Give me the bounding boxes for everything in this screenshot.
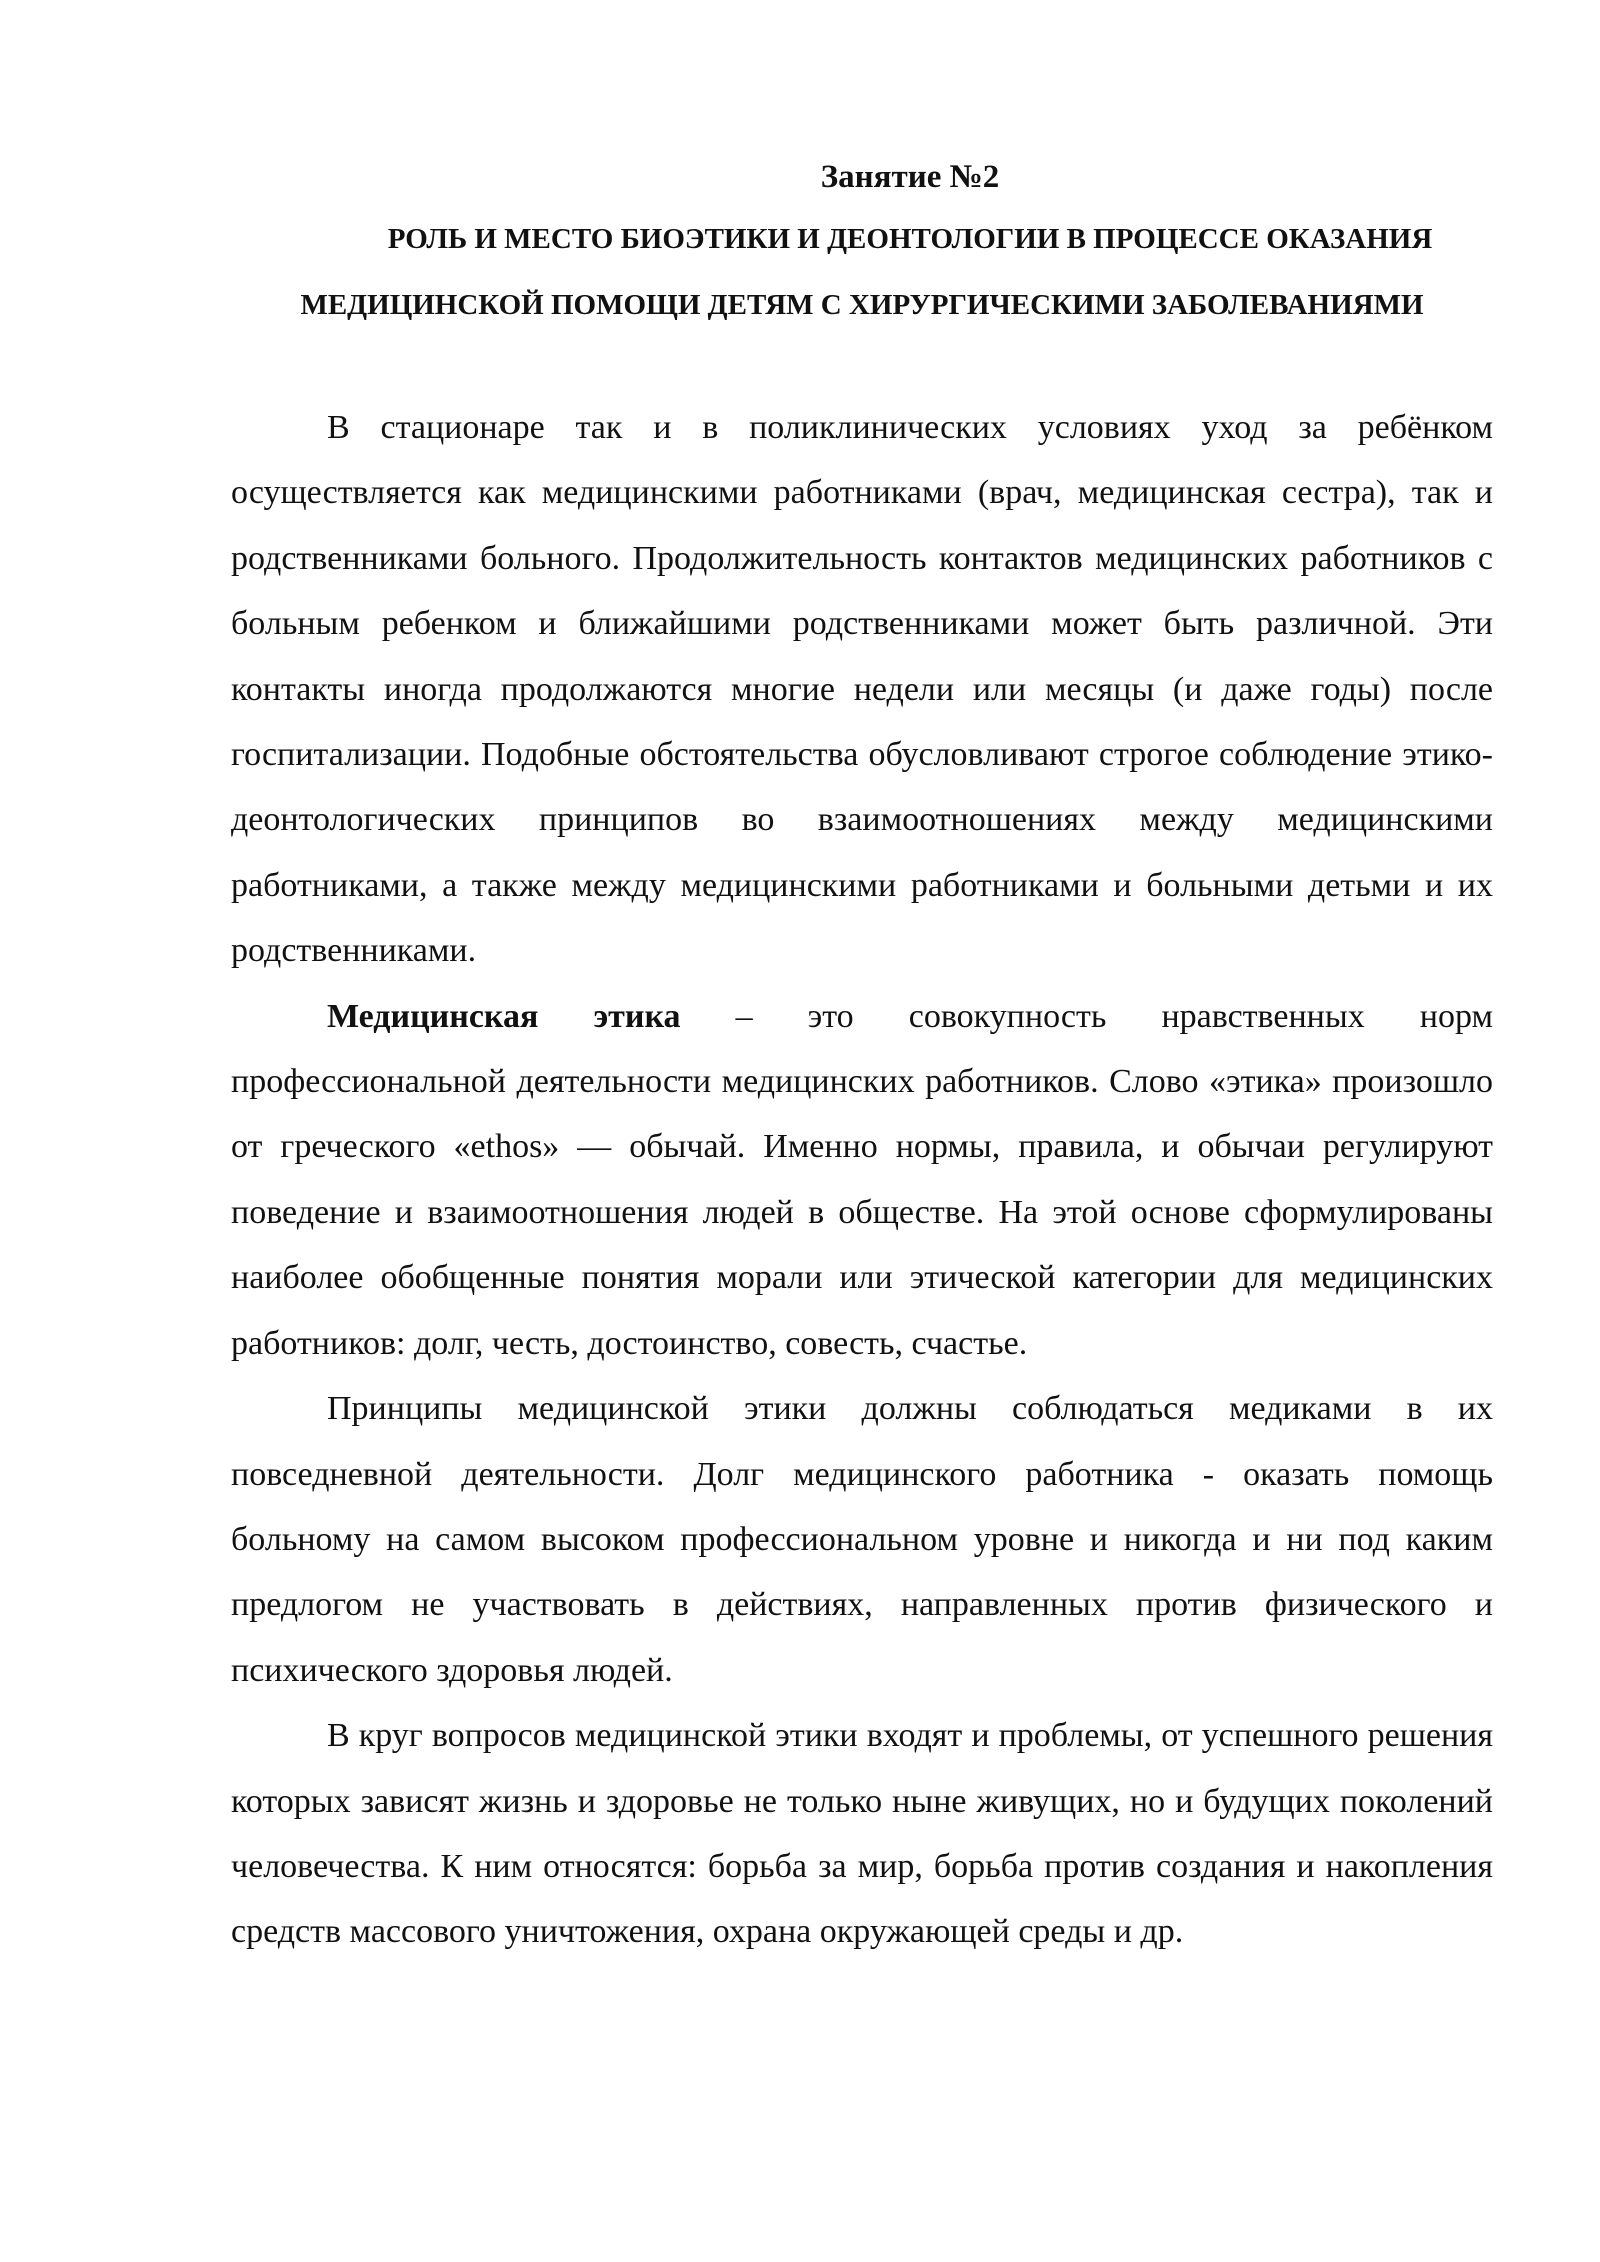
paragraph-3: Принципы медицинской этики должны соблюдаться медиками в их повседневной деятельности. Долг медицинского работника - оказать помощь больному на самом высоком профессиональном уровне и никогда и ни под каким предлогом не участвовать в действиях, направленных против физического и психического здоровья людей. (231, 1390, 1493, 1689)
paragraph-4: В круг вопросов медицинской этики входят и проблемы, от успешного решения которых зависят жизнь и здоровье не только ныне живущих, но и будущих поколений человечества. К ним относятся: борьба за мир, борьба против создания и накопления средств массового уничтожения, охрана окружающей среды и др. (231, 1717, 1493, 1951)
lesson-title: Занятие №2 (820, 159, 1000, 195)
paragraph-1: В стационаре так и в поликлинических условиях уход за ребёнком осуществляется как медицинскими работниками (врач, медицинская сестра), так и родственниками больного. Продолжительность контактов медицинских работников с больным ребенком и ближайшими родственниками может быть различной. Эти контакты иногда продолжаются многие недели или месяцы (и даже годы) после госпитализации. Подобные обстоятельства обусловливают строгое соблюдение этико-деонтологических принципов во взаимоотношениях между медицинскими работниками, а также между медицинскими работниками и больными детьми и их родственниками. (231, 409, 1493, 970)
topic-title (231, 206, 1493, 338)
topic-title-line-2: МЕДИЦИНСКОЙ ПОМОЩИ ДЕТЯМ С ХИРУРГИЧЕСКИМИ ЗАБОЛЕВАНИЯМИ (300, 289, 1424, 321)
paragraph-2-text: – это совокупность нравственных норм профессиональной деятельности медицинских работников. Слово «этика» произошло от греческого «ethos» — обычай. Именно нормы, правила, и обычаи регулируют поведение и взаимоотношения людей в обществе. На этой основе сформулированы наиболее обобщенные понятия морали или этической категории для медицинских работников: долг, честь, достоинство, совесть, счастье. (231, 997, 1493, 1362)
topic-title-line-1: РОЛЬ И МЕСТО БИОЭТИКИ И ДЕОНТОЛОГИИ В ПРОЦЕССЕ ОКАЗАНИЯ (387, 223, 1433, 255)
medical-ethics-term: Медицинская этика (327, 997, 681, 1035)
document-body (231, 148, 1493, 1965)
paragraph-2 (231, 984, 1493, 1376)
